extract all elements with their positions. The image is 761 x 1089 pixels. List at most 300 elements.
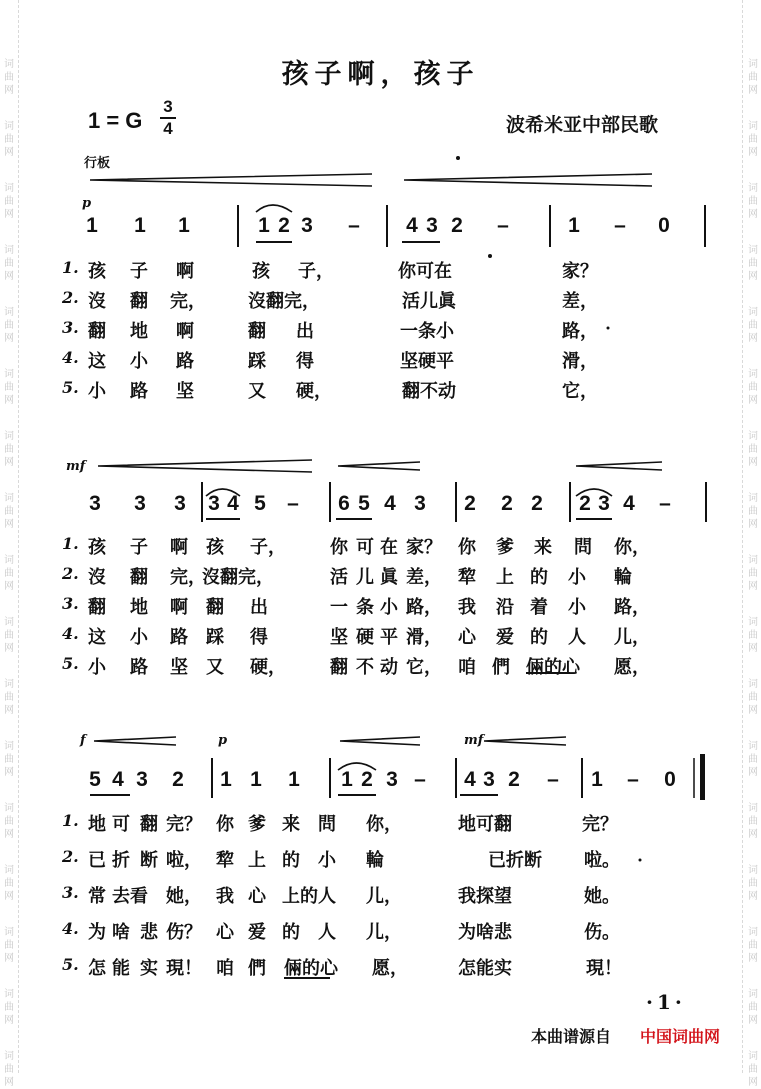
lyric-syllable: 翻 bbox=[248, 321, 266, 342]
watermark-glyph: 网 bbox=[4, 829, 14, 840]
lyric-syllable: 你 bbox=[458, 537, 476, 558]
verse-number: 2. bbox=[62, 564, 79, 583]
note: 1 bbox=[178, 214, 190, 237]
lyric-syllable: 怎 bbox=[88, 958, 106, 979]
lyric-syllable: 翻不动 bbox=[402, 381, 456, 402]
watermark-glyph: 词 bbox=[748, 927, 758, 938]
lyric-syllable: 一条小 bbox=[400, 321, 454, 342]
verse-number: 3. bbox=[62, 883, 79, 902]
lyric-syllable: 小 bbox=[568, 597, 586, 618]
lyric-syllable: 子 bbox=[130, 537, 148, 558]
time-signature-numerator: 3 bbox=[163, 97, 173, 116]
watermark-glyph: 网 bbox=[748, 271, 758, 282]
lyric-syllable: 地可翻 bbox=[458, 814, 512, 835]
lyric-syllable: 平 bbox=[380, 627, 398, 648]
lyric-syllable: 出 bbox=[250, 597, 268, 618]
watermark-glyph: 网 bbox=[748, 891, 758, 902]
lyric-syllable: 上 bbox=[496, 567, 514, 588]
lyric-syllable: 啦。 bbox=[584, 850, 620, 871]
dynamic-mf-2: mf bbox=[464, 733, 484, 748]
lyric-syllable: 得 bbox=[250, 627, 268, 648]
watermark-glyph: 曲 bbox=[4, 940, 14, 951]
lyric-syllable: 小 bbox=[380, 597, 398, 618]
lyric-syllable: 一 bbox=[330, 597, 348, 618]
watermark-glyph: 曲 bbox=[748, 630, 758, 641]
watermark-glyph: 曲 bbox=[748, 816, 758, 827]
watermark-glyph: 曲 bbox=[4, 72, 14, 83]
verse-number: 1. bbox=[62, 534, 79, 553]
watermark-glyph: 曲 bbox=[4, 630, 14, 641]
dynamic-p-1: p bbox=[82, 196, 92, 211]
watermark-glyph: 词 bbox=[4, 803, 14, 814]
lyric-syllable: 这 bbox=[88, 351, 106, 372]
lyric-syllable: 沒翻完， bbox=[248, 291, 320, 312]
dynamic-f: f bbox=[80, 733, 86, 748]
lyric-syllable: 差， bbox=[562, 291, 598, 312]
note: 2 bbox=[172, 768, 184, 791]
watermark-glyph: 词 bbox=[748, 59, 758, 70]
note: 3 bbox=[426, 214, 438, 237]
lyric-syllable: 翻 bbox=[88, 597, 106, 618]
lyric-syllable: 愿， bbox=[614, 657, 650, 678]
lyric-syllable: 她， bbox=[166, 886, 202, 907]
verse-number: 5. bbox=[62, 955, 79, 974]
watermark-glyph: 网 bbox=[4, 209, 14, 220]
watermark-glyph: 网 bbox=[4, 457, 14, 468]
lyric-syllable: 我探望 bbox=[458, 886, 512, 907]
watermark-glyph: 网 bbox=[4, 581, 14, 592]
lyric-syllable: 我 bbox=[458, 597, 476, 618]
dynamic-mf-1: mf bbox=[66, 459, 86, 474]
verse-number: 4. bbox=[62, 919, 79, 938]
lyric-syllable: 在 bbox=[380, 537, 398, 558]
verse-number: 2. bbox=[62, 847, 79, 866]
note: – bbox=[287, 492, 299, 515]
note: – bbox=[414, 768, 426, 791]
lyric-syllable: 咱 bbox=[216, 958, 234, 979]
lyric-syllable: 坚 bbox=[176, 381, 194, 402]
lyric-syllable: 儿， bbox=[366, 886, 402, 907]
lyric-syllable: 断 bbox=[140, 850, 158, 871]
watermark-glyph: 网 bbox=[4, 891, 14, 902]
lyric-syllable: 已 bbox=[88, 850, 106, 871]
lyric-syllable: 翻 bbox=[330, 657, 348, 678]
lyric-syllable: 家？ bbox=[562, 261, 598, 282]
lyric-syllable: 爹 bbox=[248, 814, 266, 835]
lyric-syllable: 爹 bbox=[496, 537, 514, 558]
watermark-glyph: 词 bbox=[4, 307, 14, 318]
lyric-syllable: 活 bbox=[330, 567, 348, 588]
dynamic-p-2: p bbox=[218, 733, 228, 748]
lyric-syllable: 为 bbox=[88, 922, 106, 943]
lyric-syllable: 滑， bbox=[562, 351, 598, 372]
watermark-glyph: 词 bbox=[4, 555, 14, 566]
lyric-syllable: 儿 bbox=[356, 567, 374, 588]
lyric-syllable: 来 bbox=[282, 814, 300, 835]
lyric-syllable: 啊 bbox=[170, 537, 188, 558]
watermark-glyph: 网 bbox=[748, 1015, 758, 1026]
verse-number: 4. bbox=[62, 624, 79, 643]
watermark-glyph: 词 bbox=[748, 617, 758, 628]
lyric-syllable: 倆的心 bbox=[526, 657, 580, 678]
lyric-syllable: 輪 bbox=[614, 567, 632, 588]
lyric-syllable: 来 bbox=[534, 537, 552, 558]
lyric-syllable: 上 bbox=[248, 850, 266, 871]
lyric-syllable: 小 bbox=[318, 850, 336, 871]
watermark-glyph: 词 bbox=[4, 617, 14, 628]
note: 3 bbox=[136, 768, 148, 791]
watermark-glyph: 网 bbox=[4, 333, 14, 344]
watermark-glyph: 网 bbox=[748, 457, 758, 468]
watermark-glyph: 网 bbox=[748, 767, 758, 778]
note: 2 bbox=[501, 492, 513, 515]
lyric-syllable: 它， bbox=[406, 657, 442, 678]
watermark-glyph: 曲 bbox=[748, 320, 758, 331]
lyric-syllable: 路， bbox=[614, 597, 650, 618]
watermark-glyph: 曲 bbox=[748, 134, 758, 145]
watermark-glyph: 网 bbox=[4, 519, 14, 530]
note: 3 bbox=[414, 492, 426, 515]
lyric-syllable: 可 bbox=[112, 814, 130, 835]
lyric-syllable: 伤？ bbox=[166, 922, 202, 943]
watermark-glyph: 网 bbox=[4, 147, 14, 158]
note: 1 bbox=[250, 768, 262, 791]
note: 3 bbox=[134, 492, 146, 515]
note: 5 bbox=[89, 768, 101, 791]
note: 0 bbox=[658, 214, 670, 237]
note: 3 bbox=[89, 492, 101, 515]
note: 2 bbox=[464, 492, 476, 515]
note: 1 bbox=[288, 768, 300, 791]
watermark-glyph: 词 bbox=[4, 121, 14, 132]
lyric-syllable: 常 bbox=[88, 886, 106, 907]
lyric-syllable: 孩 bbox=[252, 261, 270, 282]
lyric-syllable: 小 bbox=[88, 381, 106, 402]
lyric-syllable: 又 bbox=[206, 657, 224, 678]
note: 4 bbox=[406, 214, 418, 237]
watermark-glyph: 网 bbox=[748, 85, 758, 96]
watermark-glyph: 曲 bbox=[4, 878, 14, 889]
lyric-syllable: 你， bbox=[614, 537, 650, 558]
watermark-glyph: 曲 bbox=[748, 1064, 758, 1075]
lyric-syllable: 完， bbox=[170, 567, 206, 588]
lyric-syllable: 小 bbox=[88, 657, 106, 678]
lyric-syllable: 条 bbox=[356, 597, 374, 618]
watermark-glyph: 网 bbox=[748, 209, 758, 220]
lyric-syllable: 輪 bbox=[366, 850, 384, 871]
note: 1 bbox=[341, 768, 353, 791]
lyric-syllable: 小 bbox=[130, 627, 148, 648]
note: 4 bbox=[464, 768, 476, 791]
lyric-syllable: 踩 bbox=[248, 351, 266, 372]
lyric-syllable: 孩 bbox=[206, 537, 224, 558]
lyric-syllable: 人 bbox=[568, 627, 586, 648]
note: 2 bbox=[531, 492, 543, 515]
watermark-glyph: 网 bbox=[748, 147, 758, 158]
watermark-glyph: 曲 bbox=[4, 444, 14, 455]
note: 3 bbox=[386, 768, 398, 791]
lyric-syllable: 得 bbox=[296, 351, 314, 372]
watermark-glyph: 词 bbox=[748, 555, 758, 566]
lyric-syllable: 沒 bbox=[88, 567, 106, 588]
watermark-glyph: 曲 bbox=[4, 568, 14, 579]
lyric-syllable: 翻 bbox=[88, 321, 106, 342]
lyric-syllable: 爱 bbox=[496, 627, 514, 648]
lyric-syllable: 問 bbox=[318, 814, 336, 835]
watermark-glyph: 词 bbox=[748, 307, 758, 318]
lyric-syllable: 差， bbox=[406, 567, 442, 588]
watermark-glyph: 词 bbox=[4, 741, 14, 752]
watermark-glyph: 曲 bbox=[4, 506, 14, 517]
lyric-syllable: 沒 bbox=[88, 291, 106, 312]
note: – bbox=[348, 214, 360, 237]
watermark-glyph: 曲 bbox=[748, 878, 758, 889]
watermark-glyph: 词 bbox=[4, 245, 14, 256]
watermark-glyph: 网 bbox=[4, 643, 14, 654]
lyric-syllable: 啊 bbox=[170, 597, 188, 618]
lyric-syllable: 折 bbox=[112, 850, 130, 871]
lyric-syllable: 們 bbox=[248, 958, 266, 979]
watermark-glyph: 词 bbox=[748, 679, 758, 690]
watermark-glyph: 曲 bbox=[748, 692, 758, 703]
lyric-syllable: 的 bbox=[530, 627, 548, 648]
verse-number: 3. bbox=[62, 594, 79, 613]
lyric-syllable: 孩 bbox=[88, 537, 106, 558]
note: 4 bbox=[112, 768, 124, 791]
note: – bbox=[659, 492, 671, 515]
note: 4 bbox=[623, 492, 635, 515]
watermark-glyph: 曲 bbox=[748, 72, 758, 83]
lyric-syllable: 路 bbox=[170, 627, 188, 648]
verse-number: 5. bbox=[62, 378, 79, 397]
watermark-glyph: 词 bbox=[748, 369, 758, 380]
note: 1 bbox=[134, 214, 146, 237]
watermark-glyph: 曲 bbox=[748, 506, 758, 517]
watermark-glyph: 曲 bbox=[748, 1002, 758, 1013]
watermark-glyph: 曲 bbox=[4, 1002, 14, 1013]
lyric-syllable: 孩 bbox=[88, 261, 106, 282]
time-signature-denominator: 4 bbox=[163, 119, 173, 138]
verse-number: 1. bbox=[62, 258, 79, 277]
lyric-syllable: 完？ bbox=[582, 814, 618, 835]
watermark-glyph: 词 bbox=[4, 989, 14, 1000]
watermark-glyph: 词 bbox=[4, 865, 14, 876]
watermark-glyph: 网 bbox=[4, 1015, 14, 1026]
watermark-glyph: 网 bbox=[748, 643, 758, 654]
watermark-glyph: 词 bbox=[748, 245, 758, 256]
lyric-syllable: 你， bbox=[366, 814, 402, 835]
watermark-glyph: 词 bbox=[748, 431, 758, 442]
lyric-syllable: 硬， bbox=[250, 657, 286, 678]
lyric-syllable: 心 bbox=[248, 886, 266, 907]
watermark-glyph: 曲 bbox=[4, 754, 14, 765]
lyric-syllable: 翻 bbox=[206, 597, 224, 618]
lyric-syllable: 犂 bbox=[458, 567, 476, 588]
watermark-glyph: 词 bbox=[4, 1051, 14, 1062]
watermark-glyph: 词 bbox=[748, 741, 758, 752]
lyric-syllable: 完？ bbox=[166, 814, 202, 835]
lyric-syllable: 們 bbox=[492, 657, 510, 678]
watermark-glyph: 词 bbox=[748, 865, 758, 876]
watermark-glyph: 网 bbox=[748, 705, 758, 716]
note: 6 bbox=[338, 492, 350, 515]
lyric-syllable: 倆的心 bbox=[284, 958, 338, 979]
song-title: 孩子啊，孩子 bbox=[281, 59, 480, 90]
lyric-syllable: 硬 bbox=[356, 627, 374, 648]
lyric-syllable: 沿 bbox=[496, 597, 514, 618]
lyric-syllable: 踩 bbox=[206, 627, 224, 648]
note: 5 bbox=[254, 492, 266, 515]
lyric-syllable: 坚硬平 bbox=[400, 351, 454, 372]
lyric-syllable: 子， bbox=[298, 261, 334, 282]
watermark-glyph: 网 bbox=[4, 395, 14, 406]
lyric-syllable: 家？ bbox=[406, 537, 442, 558]
lyric-syllable: 地 bbox=[130, 597, 148, 618]
lyric-syllable: 她。 bbox=[584, 886, 620, 907]
watermark-glyph: 网 bbox=[748, 519, 758, 530]
watermark-glyph: 网 bbox=[4, 705, 14, 716]
note: 4 bbox=[227, 492, 239, 515]
watermark-glyph: 曲 bbox=[748, 568, 758, 579]
watermark-glyph: 曲 bbox=[748, 754, 758, 765]
watermark-glyph: 曲 bbox=[4, 134, 14, 145]
watermark-glyph: 曲 bbox=[4, 320, 14, 331]
lyric-syllable: 你 bbox=[216, 814, 234, 835]
lyric-syllable: 着 bbox=[530, 597, 548, 618]
lyric-syllable: 我 bbox=[216, 886, 234, 907]
note: 3 bbox=[301, 214, 313, 237]
note: 3 bbox=[598, 492, 610, 515]
watermark-glyph: 曲 bbox=[748, 940, 758, 951]
watermark-glyph: 词 bbox=[748, 183, 758, 194]
song-origin: 波希米亚中部民歌 bbox=[506, 114, 659, 136]
lyric-syllable: 可 bbox=[356, 537, 374, 558]
note: 1 bbox=[258, 214, 270, 237]
watermark-glyph: 网 bbox=[748, 1077, 758, 1088]
watermark-glyph: 词 bbox=[4, 927, 14, 938]
note: 2 bbox=[361, 768, 373, 791]
note: 2 bbox=[451, 214, 463, 237]
lyric-syllable: 不 bbox=[356, 657, 374, 678]
lyric-syllable: 啦， bbox=[166, 850, 202, 871]
watermark-glyph: 曲 bbox=[748, 258, 758, 269]
note: 3 bbox=[483, 768, 495, 791]
lyric-syllable: 坚 bbox=[170, 657, 188, 678]
lyric-syllable: 儿， bbox=[614, 627, 650, 648]
note: – bbox=[627, 768, 639, 791]
lyric-syllable: 子， bbox=[250, 537, 286, 558]
lyric-syllable: 怎能实 bbox=[458, 958, 512, 979]
lyric-syllable: 这 bbox=[88, 627, 106, 648]
lyric-syllable: 翻 bbox=[130, 291, 148, 312]
lyric-syllable: 犂 bbox=[216, 850, 234, 871]
watermark-glyph: 网 bbox=[748, 953, 758, 964]
source-label: 本曲谱源自 bbox=[531, 1027, 612, 1046]
lyric-syllable: 完， bbox=[170, 291, 206, 312]
note: 3 bbox=[208, 492, 220, 515]
watermark-glyph: 词 bbox=[748, 989, 758, 1000]
watermark-glyph: 网 bbox=[4, 1077, 14, 1088]
source-site-link[interactable]: 中国词曲网 bbox=[640, 1027, 721, 1046]
lyric-syllable: 心 bbox=[216, 922, 234, 943]
tempo-marking: 行板 bbox=[84, 156, 111, 171]
lyric-syllable: 爱 bbox=[248, 922, 266, 943]
note: 2 bbox=[579, 492, 591, 515]
lyric-syllable: 路 bbox=[176, 351, 194, 372]
note: 3 bbox=[174, 492, 186, 515]
key-signature: 1 = G bbox=[88, 108, 143, 133]
note: 1 bbox=[591, 768, 603, 791]
lyric-syllable: 心 bbox=[458, 627, 476, 648]
watermark-glyph: 词 bbox=[4, 183, 14, 194]
note: 2 bbox=[278, 214, 290, 237]
lyric-syllable: 小 bbox=[130, 351, 148, 372]
lyric-syllable: 的 bbox=[282, 922, 300, 943]
watermark-glyph: 网 bbox=[748, 333, 758, 344]
lyric-syllable: 坚 bbox=[330, 627, 348, 648]
watermark-glyph: 网 bbox=[748, 829, 758, 840]
lyric-syllable: 啊 bbox=[176, 261, 194, 282]
lyric-syllable: 你 bbox=[330, 537, 348, 558]
lyric-syllable: 現！ bbox=[166, 958, 202, 979]
note: 5 bbox=[358, 492, 370, 515]
watermark-glyph: 网 bbox=[4, 271, 14, 282]
verse-number: 4. bbox=[62, 348, 79, 367]
lyric-syllable: 翻 bbox=[140, 814, 158, 835]
lyric-syllable: 路 bbox=[130, 381, 148, 402]
lyric-syllable: 眞 bbox=[380, 567, 398, 588]
watermark-glyph: 曲 bbox=[748, 444, 758, 455]
lyric-syllable: 又 bbox=[248, 381, 266, 402]
lyric-syllable: 現！ bbox=[586, 958, 622, 979]
watermark-glyph: 词 bbox=[748, 803, 758, 814]
watermark-glyph: 曲 bbox=[4, 382, 14, 393]
lyric-syllable: 愿， bbox=[372, 958, 408, 979]
lyric-syllable: 沒翻完， bbox=[202, 567, 274, 588]
lyric-syllable: 路， bbox=[406, 597, 442, 618]
lyric-syllable: 路， bbox=[562, 321, 598, 342]
watermark-glyph: 曲 bbox=[748, 382, 758, 393]
lyric-syllable: 路 bbox=[130, 657, 148, 678]
lyric-syllable: 滑， bbox=[406, 627, 442, 648]
lyric-syllable: 你可在 bbox=[398, 261, 452, 282]
lyric-syllable: 咱 bbox=[458, 657, 476, 678]
lyric-syllable: 它， bbox=[562, 381, 598, 402]
note: – bbox=[497, 214, 509, 237]
watermark-glyph: 网 bbox=[748, 581, 758, 592]
lyric-syllable: 問 bbox=[574, 537, 592, 558]
lyric-syllable: 去看 bbox=[112, 886, 148, 907]
lyric-syllable: 小 bbox=[568, 567, 586, 588]
watermark-glyph: 曲 bbox=[4, 1064, 14, 1075]
watermark-glyph: 词 bbox=[4, 369, 14, 380]
lyric-syllable: 子 bbox=[130, 261, 148, 282]
lyric-syllable: 悲 bbox=[140, 922, 158, 943]
note: 4 bbox=[384, 492, 396, 515]
lyric-syllable: 的 bbox=[282, 850, 300, 871]
watermark-glyph: 网 bbox=[4, 953, 14, 964]
verse-number: 2. bbox=[62, 288, 79, 307]
watermark-glyph: 词 bbox=[4, 431, 14, 442]
lyric-syllable: 出 bbox=[296, 321, 314, 342]
note: 0 bbox=[664, 768, 676, 791]
verse-number: 1. bbox=[62, 811, 79, 830]
lyric-syllable: 地 bbox=[88, 814, 106, 835]
lyric-syllable: 啊 bbox=[176, 321, 194, 342]
note: – bbox=[547, 768, 559, 791]
watermark-glyph: 词 bbox=[4, 59, 14, 70]
watermark-glyph: 网 bbox=[748, 395, 758, 406]
